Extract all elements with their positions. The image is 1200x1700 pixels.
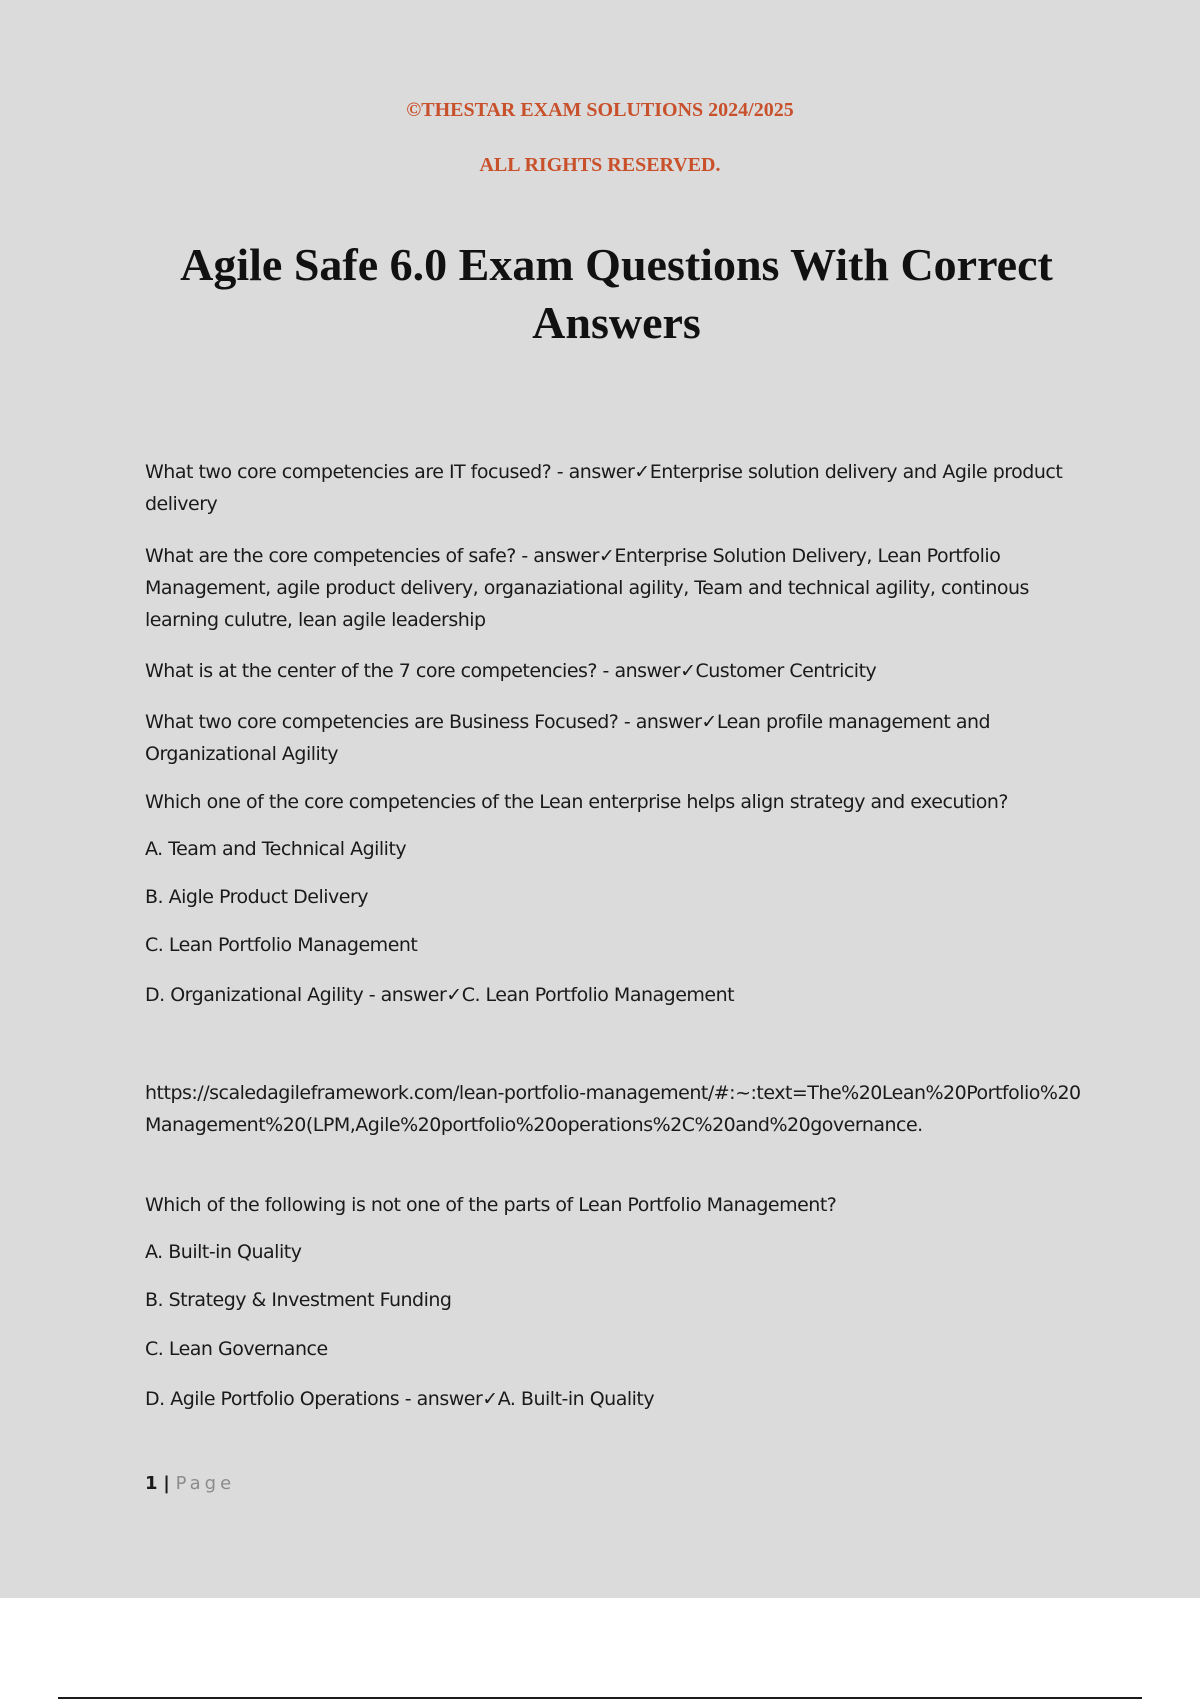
page-label: Page (175, 1473, 236, 1494)
bottom-divider (58, 1697, 1142, 1699)
question-lpm-parts: Which of the following is not one of the parts of Lean Portfolio Management? (145, 1194, 837, 1216)
option-d-answer-built-in: D. Agile Portfolio Operations - answer✓A. Built-in Quality (145, 1388, 655, 1410)
option-b-product-delivery: B. Aigle Product Delivery (145, 886, 369, 908)
copyright-notice: ©THESTAR EXAM SOLUTIONS 2024/2025 (406, 99, 794, 121)
question-core-competencies: What are the core competencies of safe? - answer✓Enterprise Solution Delivery, Lean Portfolio Management, agile product delivery, organaziational agility, Team and technical agility, continous learning culutre, lean agile leadership (145, 545, 1029, 631)
option-b-strategy-funding: B. Strategy & Investment Funding (145, 1289, 452, 1311)
question-it-focused: What two core competencies are IT focused? - answer✓Enterprise solution delivery and Agile product delivery (145, 461, 1063, 515)
page-number: 1 (145, 1473, 158, 1494)
page-footer (145, 1473, 235, 1494)
document-title: Agile Safe 6.0 Exam Questions With Correct Answers (180, 239, 1053, 348)
option-a-team-technical: A. Team and Technical Agility (145, 838, 407, 860)
question-business-focused: What two core competencies are Business Focused? - answer✓Lean profile management and Organizational Agility (145, 711, 991, 765)
question-align-strategy: Which one of the core competencies of the Lean enterprise helps align strategy and execution? (145, 791, 1008, 813)
option-c-lean-governance: C. Lean Governance (145, 1338, 328, 1360)
rights-reserved-notice: ALL RIGHTS RESERVED. (479, 154, 721, 176)
option-d-answer-lpm: D. Organizational Agility - answer✓C. Lean Portfolio Management (145, 984, 735, 1006)
footer-separator: | (163, 1473, 170, 1494)
option-a-built-in-quality: A. Built-in Quality (145, 1241, 302, 1263)
reference-url: https://scaledagileframework.com/lean-portfolio-management/#:~:text=The%20Lean%20Portfolio%20Management%20(LPM,Agile%20portfolio%20operations%2C%20and%20governance. (145, 1082, 1081, 1136)
option-c-lean-portfolio: C. Lean Portfolio Management (145, 934, 418, 956)
question-center-competencies: What is at the center of the 7 core competencies? - answer✓Customer Centricity (145, 660, 877, 682)
